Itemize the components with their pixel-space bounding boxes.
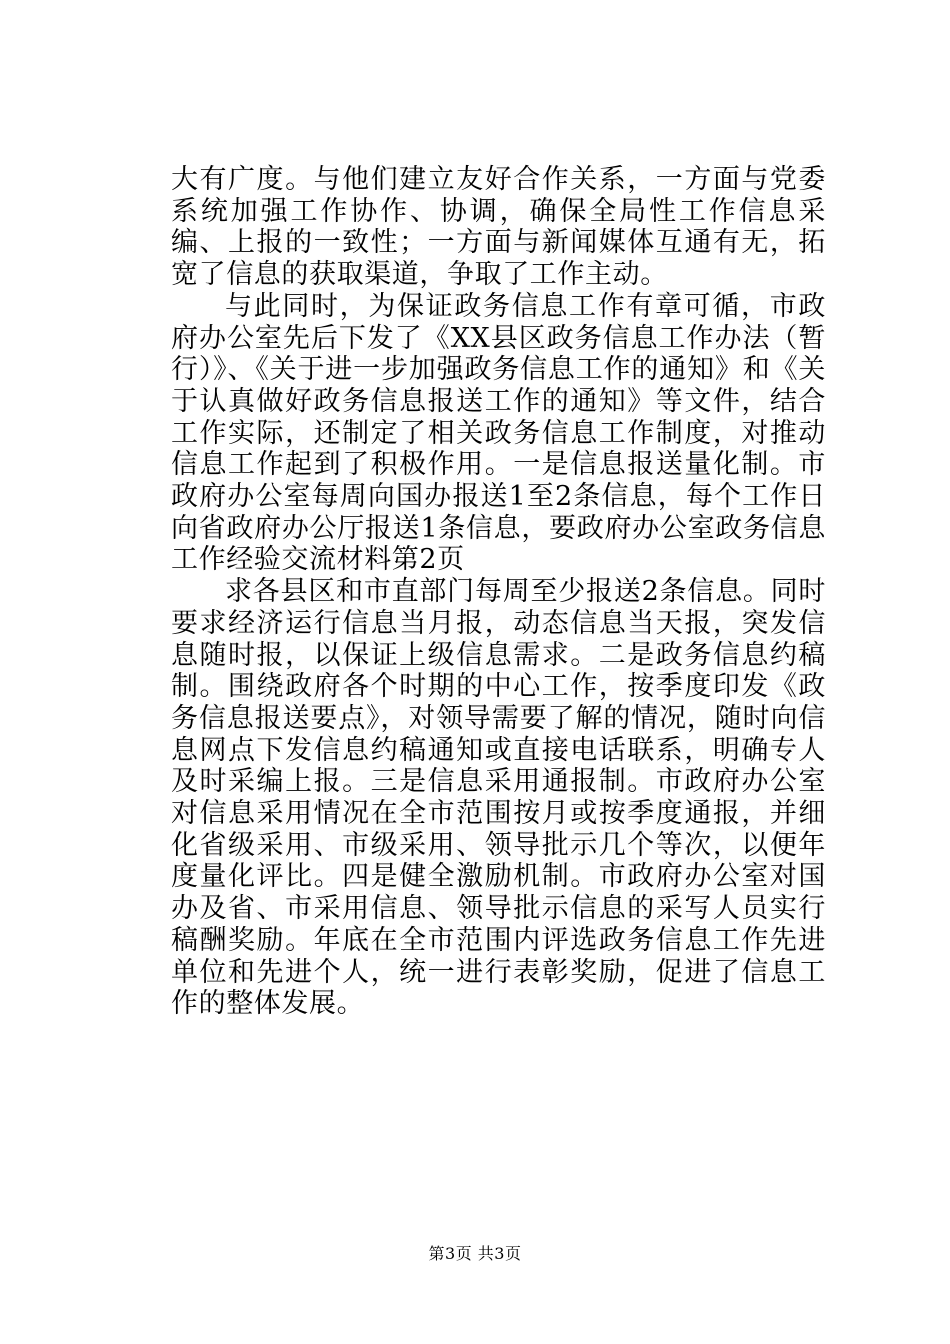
- paragraph-2: 与此同时，为保证政务信息工作有章可循，市政府办公室先后下发了《XX县区政务信息工作办法（暂行）》、《关于进一步加强政务信息工作的通知》和《关于认真做好政务信息报送工作的通知》等文件，结合工作实际，还制定了相关政务信息工作制度，对推动信息工作起到了积极作用。一是信息报送量化制。市政府办公室每周向国办报送1至2条信息，每个工作日向省政府办公厅报送1条信息，要政府办公室政务信息工作经验交流材料第2页: [171, 290, 826, 576]
- paragraph-3: 求各县区和市直部门每周至少报送2条信息。同时要求经济运行信息当月报，动态信息当天报，突发信息随时报，以保证上级信息需求。二是政务信息约稿制。围绕政府各个时期的中心工作，按季度印发《政务信息报送要点》，对领导需要了解的情况，随时向信息网点下发信息约稿通知或直接电话联系，明确专人及时采编上报。三是信息采用通报制。市政府办公室对信息采用情况在全市范围按月或按季度通报，并细化省级采用、市级采用、领导批示几个等次，以便年度量化评比。四是健全激励机制。市政府办公室对国办及省、市采用信息、领导批示信息的采写人员实行稿酬奖励。年底在全市范围内评选政务信息工作先进单位和先进个人，统一进行表彰奖励，促进了信息工作的整体发展。: [171, 576, 826, 1020]
- page-number: 第3页 共3页: [428, 1244, 522, 1263]
- paragraph-1: 大有广度。与他们建立友好合作关系，一方面与党委系统加强工作协作、协调，确保全局性工作信息采编、上报的一致性；一方面与新闻媒体互通有无，拓宽了信息的获取渠道，争取了工作主动。: [171, 164, 826, 291]
- page-footer: [0, 1244, 950, 1264]
- body-text: [171, 164, 826, 1020]
